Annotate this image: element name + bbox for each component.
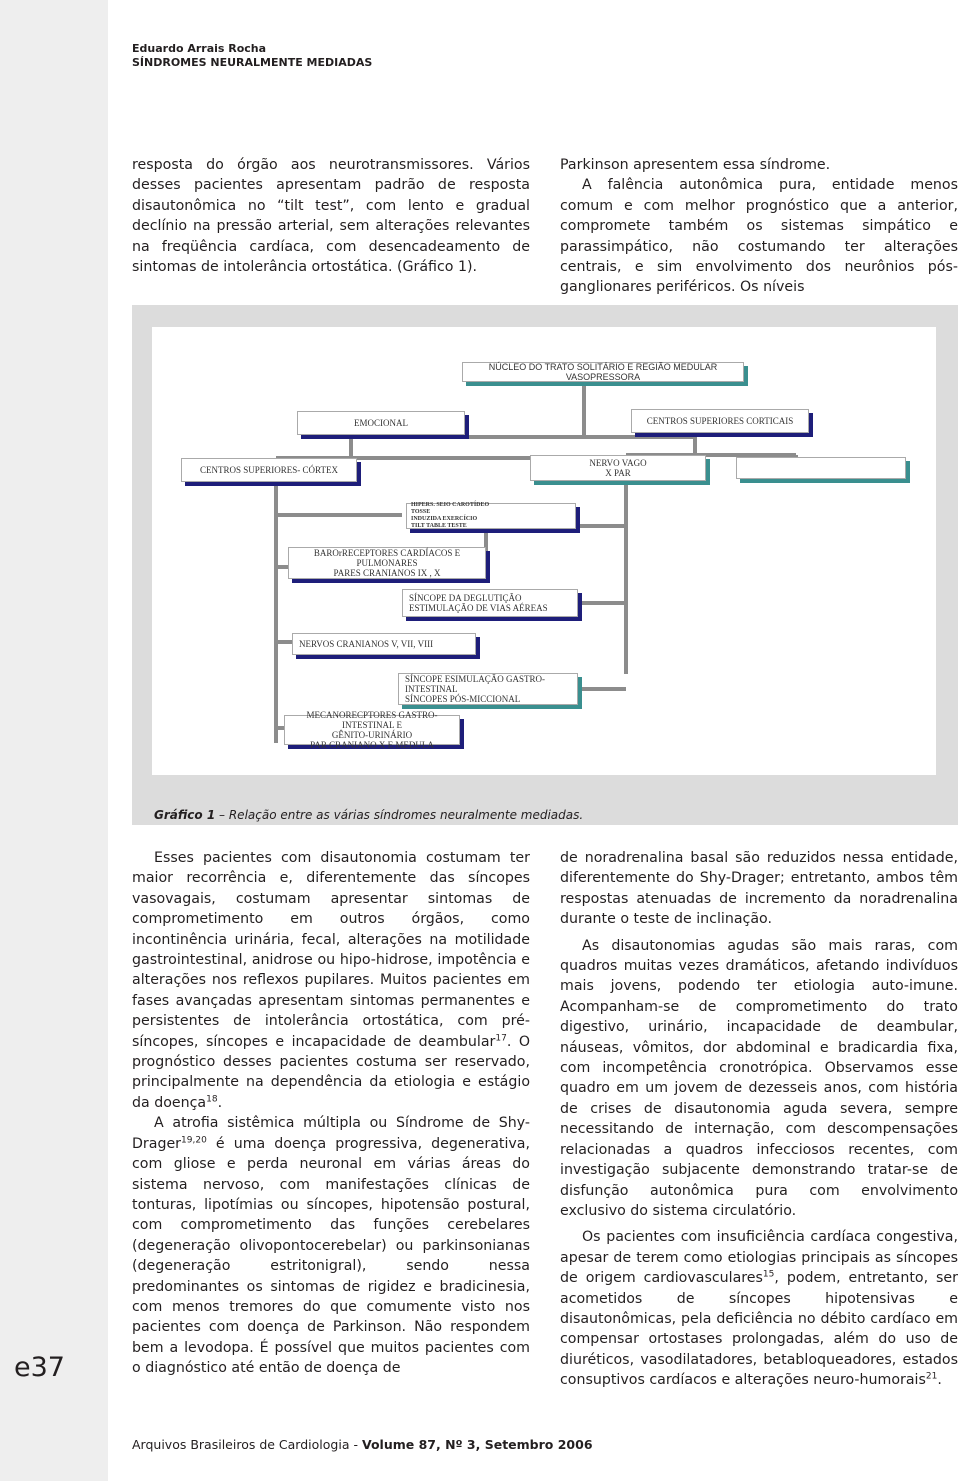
figure-grafico-1	[132, 305, 958, 825]
box-centros-superiores-corticais: CENTROS SUPERIORES CORTICAIS	[631, 409, 809, 433]
box-medula-espinhal	[736, 457, 906, 479]
box-hipersensibilidade-seio-carotideo: HIPERS. SEIO CAROTÍDEO TOSSE INDUZIDA EXERCÍCIO TILT TABLE TESTE	[406, 503, 576, 529]
box-nervos-cranianos: NERVOS CRANIANOS V, VII, VIII	[292, 633, 476, 655]
page-footer: Arquivos Brasileiros de Cardiologia - Volume 87, Nº 3, Setembro 2006	[132, 1437, 593, 1452]
box-emocional: EMOCIONAL	[297, 411, 465, 435]
caption-text: Relação entre as várias síndromes neuralmente mediadas.	[228, 808, 584, 822]
diagram-canvas	[152, 327, 936, 775]
caption-label: Gráfico 1	[154, 808, 216, 822]
box-nervo-vago: NERVO VAGO X PAR	[530, 455, 706, 481]
paragraph: A atrofia sistêmica múltipla ou Síndrome de Shy-Drager$^{19,20}$ é uma doença progressiva, degenerativa, com gliose e perda neuronal em várias áreas do sistema nervoso, com manifestações clínicas de tonturas, lipotímias ou síncopes, hipotensão postural, com comprometimento das funções cerebelares (degeneração olivopontocerebelar) ou parkinsonianas (degeneração estritonigral), sendo nessa predominantes os sintomas de rigidez e bradicinesia, com menos tremores do que comumente visto nos pacientes com doença de Parkinson. Não respondem bem a levodopa. É possível que muitos pacientes com o diagnóstico até então de doença de	[132, 1115, 530, 1377]
box-barorreceptores: BAROrRECEPTORES CARDÍACOS E PULMONARES PARES CRANIANOS IX , X	[288, 547, 486, 579]
diagram-connectors	[152, 327, 936, 775]
box-sincope-gastrointestinal: SÍNCOPE ESIMULAÇÃO GASTRO- INTESTINAL SÍNCOPES PÓS-MICCIONAL	[398, 673, 578, 705]
header-author: Eduardo Arrais Rocha	[132, 42, 267, 55]
paragraph: resposta do órgão aos neurotransmissores. Vários desses pacientes apresentam padrão de resposta disautonômica no “tilt test”, com lento e gradual declínio na pressão arterial, sem alterações relevantes na freqüência cardíaca, com desencadeamento de sintomas de intolerância ortostática. (Gráfico 1).	[132, 157, 530, 276]
box-nucleo-trato-solitario: NÚCLEO DO TRATO SOLITÁRIO E REGIÃO MEDULAR VASOPRESSORA	[462, 362, 744, 382]
footer-journal: Arquivos Brasileiros de Cardiologia	[132, 1437, 350, 1452]
footer-issue: Volume 87, Nº 3, Setembro 2006	[361, 1437, 593, 1452]
paragraph: A falência autonômica pura, entidade menos comum e com melhor prognóstico que a anterior, compromete também os sistemas simpático e parassimpático, não costumando ter alterações centrais, e sim envolvimento dos neurônios pós-ganglionares periféricos. Os níveis	[560, 177, 958, 296]
left-margin-bar	[0, 0, 108, 1481]
running-header	[132, 42, 372, 70]
page-number: e37	[14, 1352, 65, 1383]
paragraph: Os pacientes com insuficiência cardíaca congestiva, apesar de terem como etiologias principais as síncopes de origem cardiovasculares$^{15}$, podem, entretanto, ser acometidos de síncopes hipotensivas e disautonômicas, pela deficiência no débito cardíaco em compensar ortostases prolongadas, além do uso de diuréticos, vasodilatadores, betabloqueadores, estados consuptivos cardíacos e alterações neuro-humorais$^{21}$.	[560, 1229, 958, 1389]
box-centros-superiores-cortex: CENTROS SUPERIORES- CÓRTEX	[181, 458, 357, 482]
column-left-top	[132, 155, 530, 277]
header-title: SÍNDROMES NEURALMENTE MEDIADAS	[132, 56, 373, 69]
column-right-bottom	[560, 848, 958, 1391]
column-left-bottom	[132, 848, 530, 1379]
paragraph: Esses pacientes com disautonomia costumam ter maior recorrência e, diferentemente das síncopes vasovagais, costumam apresentar sintomas de comprometimento em outros órgãos, como incontinência urinária, fecal, alterações na motilidade gastrointestinal, anidrose ou hipo-hidrose, impotência e alterações nos reflexos pupilares. Muitos pacientes em fases avançadas apresentam sintomas permanentes e persistentes de intolerância ortostática, com pré-síncopes, síncopes e incapacidade de deambular$^{17}$. O prognóstico desses pacientes costuma ser reservado, principalmente na dependência da etiologia e estágio da doença$^{18}$.	[132, 850, 531, 1111]
paragraph: Parkinson apresentem essa síndrome.	[560, 157, 831, 173]
box-sincope-degluticao: SÍNCOPE DA DEGLUTIÇÃO ESTIMULAÇÃO DE VIAS AÉREAS	[402, 589, 578, 617]
box-mecanorreceptores: MECANORECPTORES GASTRO-INTESTINAL E GÊNITO-URINÁRIO PAR CRANIANO X E MEDULA	[284, 715, 460, 745]
column-right-top	[560, 155, 958, 298]
paragraph: de noradrenalina basal são reduzidos nessa entidade, diferentemente do Shy-Drager; entretanto, ambos têm respostas atenuadas de incremento da noradrenalina durante o teste de inclinação.	[560, 850, 958, 928]
paragraph: As disautonomias agudas são mais raras, com quadros muitas vezes dramáticos, afetando indivíduos mais jovens, podendo ter etiologia auto-imune. Acompanham-se de comprometimento do trato digestivo, urinário, incapacidade de deambular, náuseas, vômitos, dor abdominal e bradicardia fixa, com incompetência cronotrópica. Observamos esse quadro em um jovem de dezesseis anos, com história de crises de disautonomia aguda severa, sempre necessitando de internação, com descompensações relacionadas a quadros infecciosos recentes, com investigação subjacente demonstrando tratar-se de disfunção autonômica pura com envolvimento exclusivo do sistema circulatório.	[560, 937, 958, 1219]
figure-caption: Gráfico 1 – Relação entre as várias síndromes neuralmente mediadas.	[154, 808, 584, 822]
